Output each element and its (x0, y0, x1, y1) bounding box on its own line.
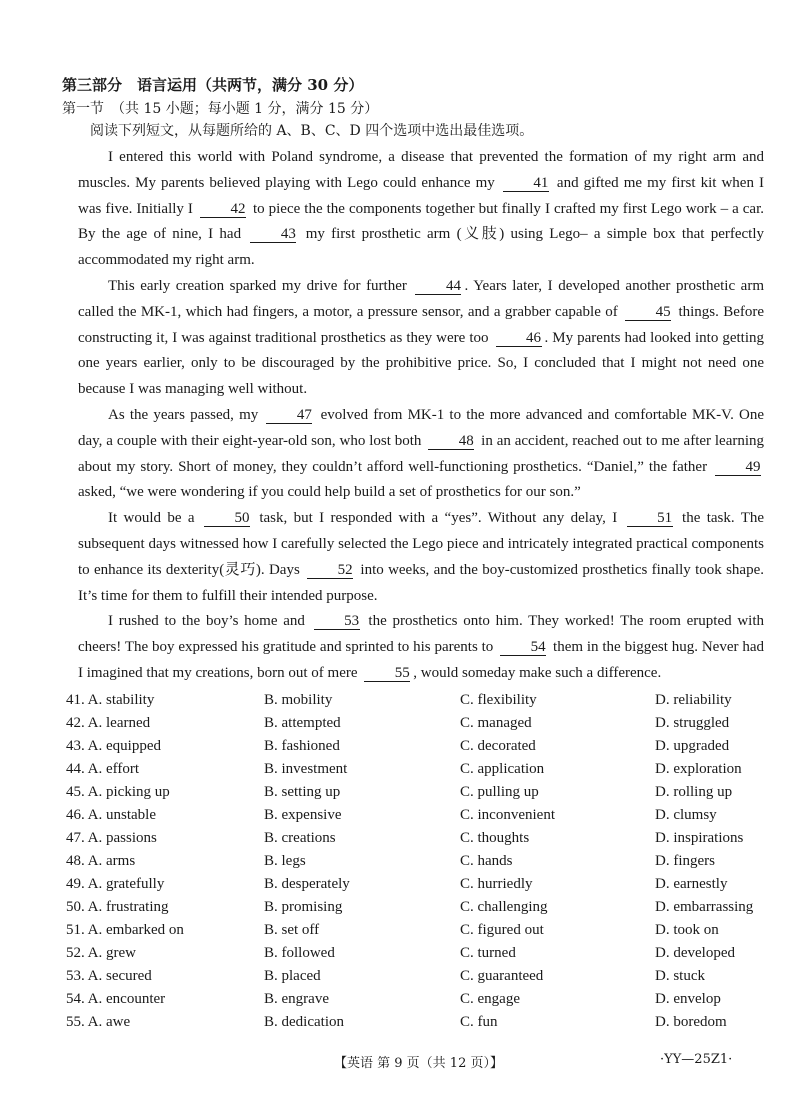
blank-45: 45 (625, 304, 671, 321)
blank-44: 44 (415, 278, 461, 295)
option-a: 42. A. learned (66, 715, 151, 731)
option-a: 55. A. awe (66, 1014, 131, 1030)
option-row-43 (66, 738, 786, 761)
passage-text: to piece the the components together but finally I crafted my first Lego work – a car. By the age of nine, I had (78, 200, 765, 243)
blank-53: 53 (314, 613, 360, 630)
option-c: C. thoughts (460, 830, 530, 846)
option-c: C. fun (460, 1014, 498, 1030)
blank-52: 52 (307, 562, 353, 579)
option-d: D. embarrassing (655, 899, 754, 915)
option-row-45 (66, 784, 786, 807)
passage-text: This early creation sparked my drive for further (108, 277, 407, 294)
option-d: D. fingers (655, 853, 715, 869)
option-d: D. stuck (655, 968, 705, 984)
option-row-52 (66, 945, 786, 968)
blank-50: 50 (204, 510, 250, 527)
passage-text: I rushed to the boy’s home and (108, 613, 305, 630)
option-row-49 (66, 876, 786, 899)
option-a: 43. A. equipped (66, 738, 161, 754)
exam-code: ·YY—25Z1· (660, 1052, 733, 1067)
passage-text: them in the biggest hug. Never had I imagined that my creations, born out of mere (78, 639, 765, 681)
passage-text: the prosthetics onto him. They worked! The room erupted with cheers! The boy expressed his gratitude and sprinted to his parents to (78, 613, 765, 656)
passage-text: asked, “we were wondering if you could help build a set of prosthetics for our son.” (78, 484, 581, 501)
option-a: 54. A. encounter (66, 991, 166, 1007)
option-b: B. promising (264, 899, 343, 915)
option-c: C. managed (460, 715, 532, 731)
passage-text: evolved from MK-1 to the more advanced and comfortable MK-V. One day, a couple with their eight-year-old son, who lost both (78, 406, 764, 449)
passage-text: I entered this world with Poland syndrome, a disease that prevented the formation of my right arm and muscles. My parents believed playing with Lego could enhance my (78, 149, 764, 191)
option-b: B. set off (264, 922, 320, 938)
option-c: C. figured out (460, 922, 544, 938)
option-c: C. turned (460, 945, 516, 961)
option-b: B. expensive (264, 807, 342, 823)
option-row-55 (66, 1014, 786, 1037)
instructions: 阅读下列短文，从每题所给的 A、B、C、D 四个选项中选出最佳选项。 (90, 123, 534, 139)
option-row-44 (66, 761, 786, 784)
option-b: B. desperately (264, 876, 350, 892)
option-c: C. flexibility (460, 692, 537, 708)
blank-41: 41 (503, 175, 549, 192)
option-d: D. envelop (655, 991, 721, 1007)
option-c: C. application (460, 761, 545, 777)
option-row-54 (66, 991, 786, 1014)
option-c: C. pulling up (460, 784, 539, 800)
blank-48: 48 (428, 433, 474, 450)
passage-text: into weeks, and the boy-customized prosthetics finally took shape. It’s time for them to fulfill their intended purpose. (78, 561, 764, 604)
option-b: B. attempted (264, 715, 341, 731)
option-d: D. rolling up (655, 784, 733, 800)
option-a: 50. A. frustrating (66, 899, 169, 915)
option-d: D. exploration (655, 761, 742, 777)
option-c: C. inconvenient (460, 807, 555, 823)
option-row-50 (66, 899, 786, 922)
option-a: 46. A. unstable (66, 807, 156, 823)
option-a: 53. A. secured (66, 968, 152, 984)
blank-51: 51 (627, 510, 673, 527)
option-b: B. followed (264, 945, 335, 961)
option-row-47 (66, 830, 786, 853)
blank-49: 49 (715, 459, 761, 476)
option-b: B. setting up (264, 784, 341, 800)
passage-text: task, but I responded with a “yes”. Without any delay, I (259, 510, 618, 527)
option-d: D. earnestly (655, 876, 728, 892)
page-footer: 【英语 第 9 页（共 12 页）】 (334, 1056, 503, 1071)
blank-43: 43 (250, 226, 296, 243)
option-d: D. inspirations (655, 830, 744, 846)
passage-text: It would be a (108, 510, 195, 527)
blank-42: 42 (200, 201, 246, 218)
option-d: D. clumsy (655, 807, 717, 823)
option-d: D. took on (655, 922, 719, 938)
option-a: 48. A. arms (66, 853, 136, 869)
option-a: 47. A. passions (66, 830, 157, 846)
paragraph-5 (78, 609, 764, 686)
blank-55: 55 (364, 665, 410, 682)
option-b: B. fashioned (264, 738, 340, 754)
passage-text: things. Before constructing it, I was against traditional prosthetics as they were too (78, 303, 765, 346)
option-d: D. reliability (655, 692, 732, 708)
option-c: C. decorated (460, 738, 536, 754)
option-row-48 (66, 853, 786, 876)
option-b: B. engrave (264, 991, 329, 1007)
option-d: D. struggled (655, 715, 730, 731)
passage-text: and gifted me my first kit when I was five. Initially I (78, 174, 765, 217)
option-c: C. hurriedly (460, 876, 533, 892)
option-a: 49. A. gratefully (66, 876, 165, 892)
option-c: C. hands (460, 853, 513, 869)
option-a: 51. A. embarked on (66, 922, 184, 938)
option-c: C. engage (460, 991, 520, 1007)
option-d: D. boredom (655, 1014, 727, 1030)
blank-47: 47 (266, 407, 312, 424)
paragraph-3 (78, 403, 764, 506)
blank-46: 46 (496, 330, 542, 347)
option-row-53 (66, 968, 786, 991)
option-b: B. creations (264, 830, 336, 846)
answer-options (66, 692, 786, 1037)
option-a: 41. A. stability (66, 692, 155, 708)
passage-text: my first prosthetic arm (义肢) using Lego– a simple box that perfectly accommodated my right arm. (78, 226, 765, 269)
option-a: 52. A. grew (66, 945, 136, 961)
option-b: B. investment (264, 761, 348, 777)
paragraph-2 (78, 274, 764, 403)
paragraph-1 (78, 145, 764, 274)
passage-text: the task. The subsequent days witnessed how I carefully selected the Lego piece and intricately integrated practical components to enhance its dexterity(灵巧). Days (78, 510, 765, 578)
option-a: 45. A. picking up (66, 784, 170, 800)
option-a: 44. A. effort (66, 761, 140, 777)
option-b: B. placed (264, 968, 321, 984)
option-b: B. mobility (264, 692, 333, 708)
option-row-41 (66, 692, 786, 715)
option-b: B. legs (264, 853, 306, 869)
option-row-46 (66, 807, 786, 830)
option-c: C. challenging (460, 899, 548, 915)
passage-text: , would someday make such a difference. (413, 664, 662, 681)
option-d: D. upgraded (655, 738, 730, 754)
option-row-42 (66, 715, 786, 738)
blank-54: 54 (500, 639, 546, 656)
passage-text: As the years passed, my (108, 406, 259, 423)
section-title: 第三部分 语言运用（共两节，满分 30 分） (62, 76, 364, 94)
option-b: B. dedication (264, 1014, 344, 1030)
option-row-51 (66, 922, 786, 945)
cloze-passage (78, 145, 764, 687)
paragraph-4 (78, 506, 764, 609)
option-c: C. guaranteed (460, 968, 544, 984)
passage-text: in an accident, reached out to me after learning about my story. Short of money, they couldn’t afford well-functioning prosthetics. “Daniel,” the father (78, 432, 765, 475)
option-d: D. developed (655, 945, 735, 961)
passage-text: . My parents had looked into getting one years earlier, only to be discouraged by the prohibitive price. So, I concluded that I might not need one because I was managing well without. (78, 329, 765, 398)
subsection-title: 第一节 （共 15 小题；每小题 1 分，满分 15 分） (62, 101, 379, 117)
passage-text: . Years later, I developed another prosthetic arm called the MK-1, which had fingers, a motor, a pressure sensor, and a grabber capable of (78, 277, 764, 320)
